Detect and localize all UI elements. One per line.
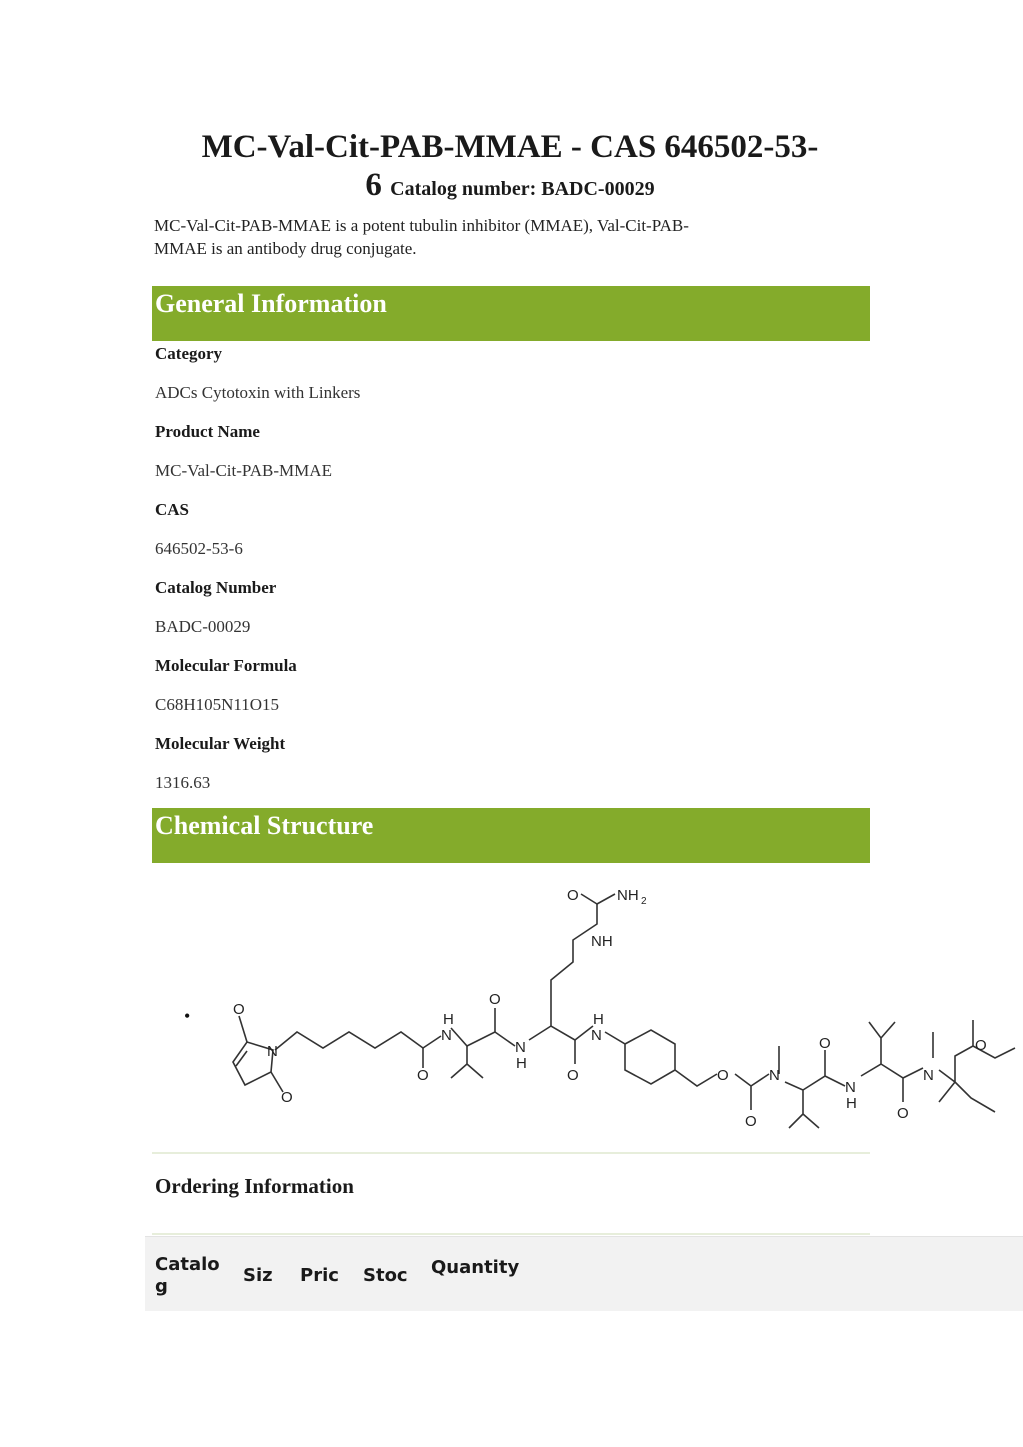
atom-nh: NH <box>591 933 613 950</box>
atom-nh2-subscript: 2 <box>641 896 647 907</box>
title-line-2 <box>150 166 870 208</box>
molecular-weight-label: Molecular Weight <box>155 734 286 753</box>
intro-line-1: MC-Val-Cit-PAB-MMAE is a potent tubulin inhibitor (MMAE), Val-Cit-PAB- <box>154 216 689 235</box>
atom-n-4: N <box>591 1027 602 1044</box>
atom-nh2: NH <box>617 887 639 904</box>
list-bullet: • <box>184 1006 191 1026</box>
general-information-header <box>152 286 870 341</box>
catalog-number-field-label: Catalog Number <box>155 578 277 597</box>
column-header-price: Pric <box>300 1265 339 1286</box>
page-title <box>150 128 870 208</box>
intro-line-2: MMAE is an antibody drug conjugate. <box>154 239 417 258</box>
atom-n-1: N <box>267 1043 278 1060</box>
product-name-value: MC-Val-Cit-PAB-MMAE <box>155 461 332 480</box>
atom-h-4: H <box>846 1095 857 1112</box>
molecular-formula-value: C68H105N11O15 <box>155 695 280 714</box>
column-header-catalog: Catalog <box>155 1254 220 1297</box>
atom-n-6: N <box>845 1079 856 1096</box>
atom-o-9: O <box>819 1035 831 1052</box>
chemical-structure-title: Chemical Structure <box>155 811 374 840</box>
molecular-formula-label: Molecular Formula <box>155 656 297 675</box>
atom-n-7: N <box>923 1067 934 1084</box>
title-cas-suffix: 6 <box>365 167 382 203</box>
atom-o-7: O <box>717 1067 729 1084</box>
ordering-table-header <box>145 1236 1023 1311</box>
structure-atom-labels <box>233 887 987 1130</box>
category-label: Category <box>155 344 223 363</box>
atom-o-3: O <box>417 1067 429 1084</box>
atom-o-8: O <box>745 1113 757 1130</box>
atom-h-3: H <box>593 1011 604 1028</box>
atom-o-10: O <box>897 1105 909 1122</box>
atom-h-2: H <box>516 1055 527 1072</box>
chemical-structure-header <box>152 808 870 863</box>
ordering-information-heading: Ordering Information <box>155 1174 354 1198</box>
product-name-label: Product Name <box>155 422 260 441</box>
atom-h-1: H <box>443 1011 454 1028</box>
cas-value: 646502-53-6 <box>155 539 243 558</box>
atom-n-2: N <box>441 1027 452 1044</box>
general-information-title: General Information <box>155 289 387 318</box>
atom-o-11: O <box>975 1037 987 1054</box>
category-value: ADCs Cytotoxin with Linkers <box>155 383 361 402</box>
chemical-structure-image <box>205 880 1023 1140</box>
structure-bonds <box>233 894 1015 1128</box>
column-header-size: Siz <box>243 1265 273 1286</box>
atom-n-5: N <box>769 1067 780 1084</box>
atom-n-3: N <box>515 1039 526 1056</box>
intro-text <box>154 214 854 260</box>
molecular-weight-value: 1316.63 <box>155 773 211 792</box>
atom-o-2: O <box>281 1089 293 1106</box>
atom-o-1: O <box>233 1001 245 1018</box>
column-header-stock: Stoc <box>363 1265 408 1286</box>
catalog-number-label: Catalog number: BADC-00029 <box>390 178 655 200</box>
column-header-quantity: Quantity <box>431 1257 520 1278</box>
section-divider-1 <box>152 1152 870 1154</box>
atom-o-6: O <box>567 887 579 904</box>
atom-o-5: O <box>567 1067 579 1084</box>
section-divider-2 <box>152 1233 870 1235</box>
atom-o-4: O <box>489 991 501 1008</box>
cas-label: CAS <box>155 500 190 519</box>
title-line-1: MC-Val-Cit-PAB-MMAE - CAS 646502-53- <box>201 129 819 165</box>
catalog-number-value: BADC-00029 <box>155 617 251 636</box>
